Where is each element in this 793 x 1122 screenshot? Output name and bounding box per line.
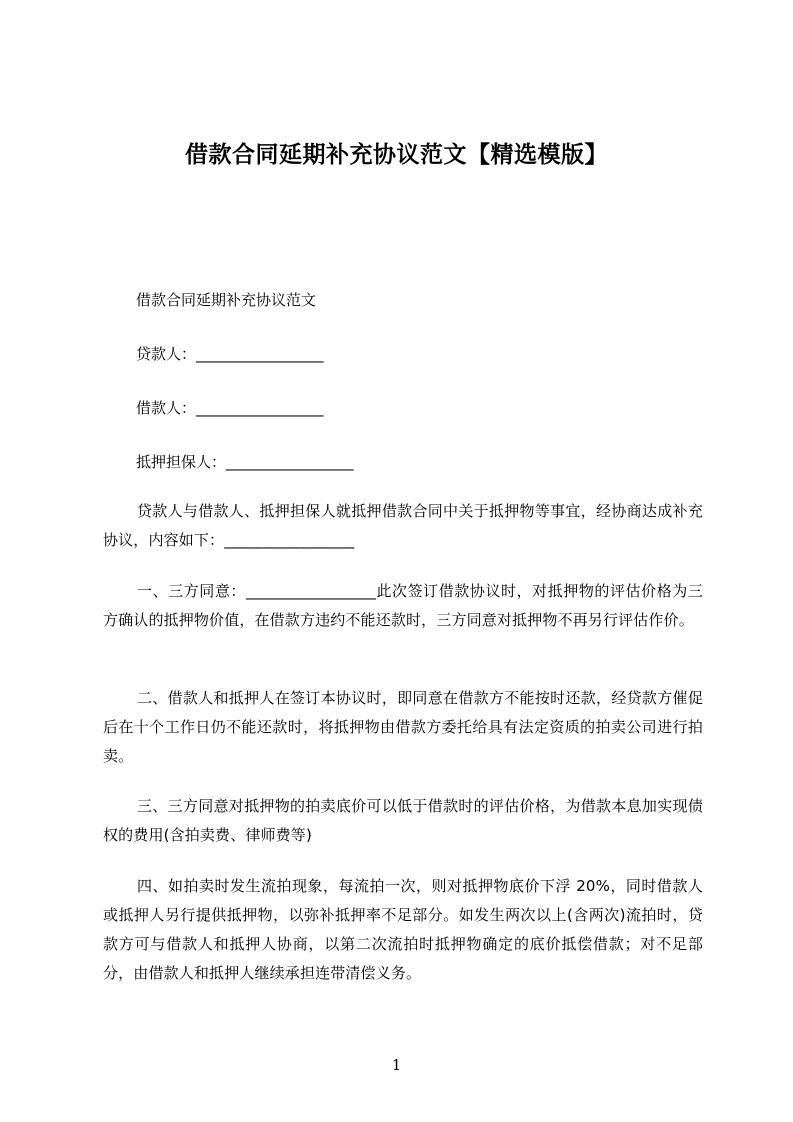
document-title: 借款合同延期补充协议范文【精选模版】 [185, 142, 608, 168]
paragraph-clause-1: 一、三方同意：_________________此次签订借款协议时，对抵押物的评估价格为三方确认的抵押物价值，在借款方违约不能还款时，三方同意对抵押物不再另行评估作价。 [103, 582, 703, 629]
paragraph-clause-3: 三、三方同意对抵押物的拍卖底价可以低于借款时的评估价格，为借款本息加实现债权的费用(含拍卖费、律师费等) [103, 797, 703, 844]
paragraph-clause-4: 四、如拍卖时发生流拍现象，每流拍一次，则对抵押物底价下浮 20%，同时借款人或抵押人另行提供抵押物，以弥补抵押率不足部分。如发生两次以上(含两次)流拍时，贷款方可与借款人和抵押人协商，以第二次流拍时抵押物确定的底价抵偿借款；对不足部分，由借款人和抵押人继续承担连带清偿义务。 [103, 877, 703, 982]
paragraph-clause-2: 二、借款人和抵押人在签订本协议时，即同意在借款方不能按时还款，经贷款方催促后在十个工作日仍不能还款时，将抵押物由借款方委托给具有法定资质的拍卖公司进行拍卖。 [103, 689, 703, 765]
lender-field: 贷款人：_________________ [136, 345, 324, 363]
document-subtitle: 借款合同延期补充协议范文 [136, 291, 317, 309]
page-number: 1 [391, 1056, 402, 1074]
borrower-field: 借款人：_________________ [136, 399, 324, 417]
guarantor-field: 抵押担保人：_________________ [136, 453, 354, 471]
paragraph-intro: 贷款人与借款人、抵押担保人就抵押借款合同中关于抵押物等事宜，经协商达成补充协议，内容如下：_________________ [103, 502, 703, 549]
